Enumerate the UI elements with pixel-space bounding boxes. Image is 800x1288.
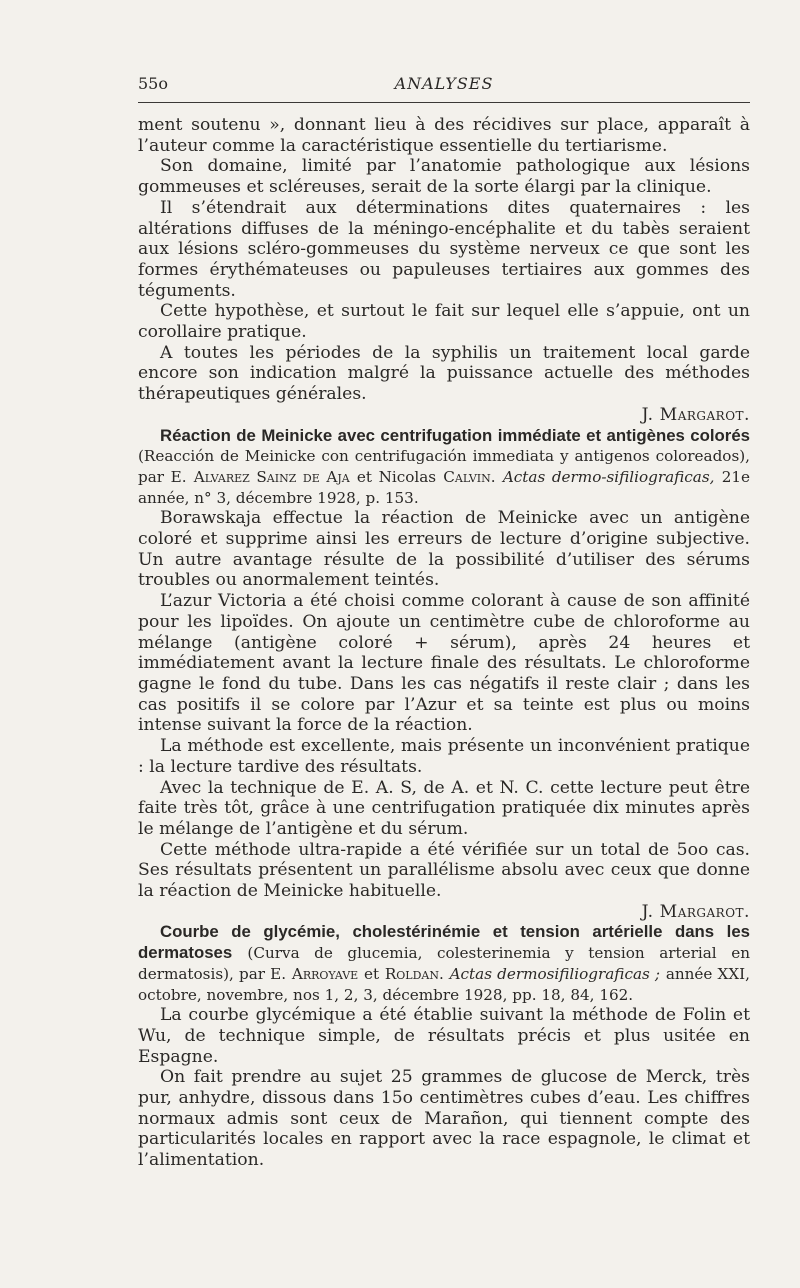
- signature-line: [138, 902, 750, 923]
- entry-title: Réaction de Meinicke avec centrifugation immédiate et antigènes colorés: [160, 425, 750, 445]
- header-rule: [138, 102, 750, 103]
- entry-ref-details: année XXI, octobre, novembre, nos 1, 2, 3, décembre 1928, pp. 18, 84, 162.: [138, 964, 750, 1004]
- entry-ref-details: 21e année, n° 3, décembre 1928, p. 153.: [138, 467, 751, 507]
- paragraph: L’azur Victoria a été choisi comme colorant à cause de son affinité pour les lipoïdes. On ajoute un centimètre cube de chloroforme au mélange (antigène coloré + sérum), après 24 heures et immédiatement avant la lecture finale des résultats. Le chloroforme gagne le fond du tube. Dans les cas négatifs il reste clair ; dans les cas positifs il se colore par l’Azur et sa teinte est plus ou moins intense suivant la force de la réaction.: [138, 591, 750, 736]
- paragraph: La courbe glycémique a été établie suivant la méthode de Folin et Wu, de technique simple, de résultats précis et plus usitée en Espagne.: [138, 1005, 750, 1067]
- running-title: ANALYSES: [394, 74, 494, 93]
- paragraph: La méthode est excellente, mais présente un inconvénient pratique : la lecture tardive des résultats.: [138, 736, 750, 777]
- paragraph: Borawskaja effectue la réaction de Meinicke avec un antigène coloré et supprime ainsi les erreurs de lecture d’origine subjective. Un autre avantage résulte de la possibilité d’utiliser des sérums troubles ou anormalement teintés.: [138, 508, 750, 591]
- entry-heading: [138, 426, 750, 509]
- paragraph: Il s’étendrait aux déterminations dites quaternaires : les altérations diffuses de la méningo-encéphalite et du tabès seraient aux lésions scléro-gommeuses du système nerveux ce que sont les formes érythémateuses ou papuleuses tertiaires aux gommes des téguments.: [138, 197, 750, 301]
- entry-journal: Actas dermo-sifiliograficas,: [502, 467, 715, 486]
- entry-ref-and: et: [363, 964, 380, 983]
- entry-heading: [138, 922, 750, 1005]
- entry-ref-spanish: (Reacción de Meinicke con centrifugación immediata y antigenos coloreados), par E.: [138, 447, 750, 486]
- paragraph: ment soutenu », donnant lieu à des récidives sur place, apparaît à l’auteur comme la caractéristique essentielle du tertiarisme.: [138, 115, 750, 156]
- author-signature: J. Margarot.: [641, 404, 750, 425]
- entry-author: Arroyave: [291, 964, 359, 983]
- entry-title: Courbe de glycémie, cholestérinémie et tension artérielle dans les dermatoses: [138, 922, 750, 963]
- entry-journal: Actas dermosifiliograficas ;: [449, 964, 661, 983]
- paragraph: Son domaine, limité par l’anatomie pathologique aux lésions gommeuses et scléreuses, serait de la sorte élargi par la clinique.: [138, 156, 750, 198]
- signature-line: [138, 405, 750, 426]
- entry-ref-and: et Nicolas: [356, 467, 437, 486]
- paragraph: On fait prendre au sujet 25 grammes de glucose de Merck, très pur, anhydre, dissous dans 15o centimètres cubes d’eau. Les chiffres normaux admis sont ceux de Marañon, qui tiennent compte des particularités locales en rapport avec la race espagnole, le climat et l’alimentation.: [138, 1067, 750, 1171]
- entry-author: Calvin.: [443, 467, 496, 486]
- entry-author: Roldan.: [384, 964, 444, 983]
- entry-author: Alvarez Sainz de Aja: [193, 467, 350, 486]
- author-signature: J. Margarot.: [641, 901, 750, 922]
- body-text: [138, 115, 750, 1171]
- paragraph: Cette hypothèse, et surtout le fait sur lequel elle s’appuie, ont un corollaire pratique.: [138, 301, 750, 343]
- page-number: 55o: [138, 74, 168, 93]
- page-header: [138, 74, 750, 96]
- paragraph: A toutes les périodes de la syphilis un traitement local garde encore son indication malgré la puissance actuelle des méthodes thérapeutiques générales.: [138, 342, 750, 405]
- paragraph: Avec la technique de E. A. S, de A. et N. C. cette lecture peut être faite très tôt, grâce à une centrifugation pratiquée dix minutes après le mélange de l’antigène et du sérum.: [138, 777, 750, 839]
- entry-ref-spanish: (Curva de glucemia, colesterinemia y tension arterial en dermatosis), par E.: [138, 944, 750, 983]
- paragraph: Cette méthode ultra-rapide a été vérifiée sur un total de 5oo cas. Ses résultats présentent un parallélisme absolu avec ceux que donne la réaction de Meinicke habituelle.: [138, 839, 750, 902]
